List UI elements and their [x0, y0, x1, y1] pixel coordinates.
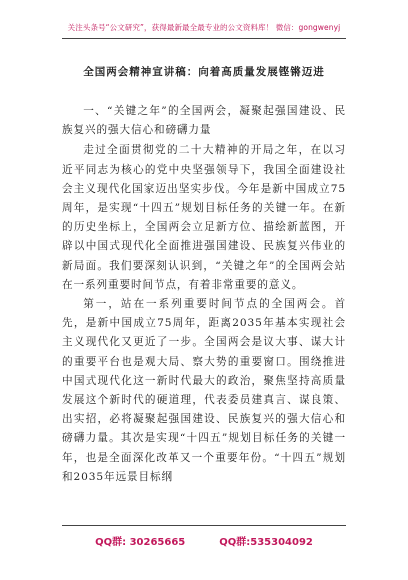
body-paragraph: 第一，站在一系列重要时间节点的全国两会。首先，是新中国成立75周年，距离2035年基本实现社会主义现代化又更近了一步。全国两会是议大事、谋大计的重要平台也是观大局、察大势的重要窗口。围绕推进中国式现代化这一新时代最大的政治，聚焦坚持高质量发展这个新时代的硬道理，代表委员建真言、谋良策、出实招，必将凝聚起强国建设、民族复兴的强大信心和磅礴力量。其次是实现“十四五”规划目标任务的关键一年，也是全面深化改革又一个重要年份。“十四五”规划和2035年远景目标纲: [62, 298, 346, 483]
footer-contact: [0, 533, 408, 548]
footer-qq-group-2: QQ群:535304092: [219, 537, 313, 548]
body-paragraph: 走过全面贯彻党的二十大精神的开局之年，在以习近平同志为核心的党中央坚强领导下，我国全面建设社会主义现代化国家迈出坚实步伐。今年是新中国成立75周年，是实现“十四五”规划目标任务的关键一年。在新的历史坐标上，全国两会立足新方位、描绘新蓝图，开辟以中国式现代化全面推进强国建设、民族复兴伟业的新局面。我们要深刻认识到，“关键之年”的全国两会站在一系列重要时间节点，有着非常重要的意义。: [62, 144, 346, 291]
footer-qq-group-1: QQ群: 30265665: [95, 537, 186, 548]
section-heading: 一、“关键之年”的全国两会，凝聚起强国建设、民族复兴的强大信心和磅礴力量: [62, 105, 346, 137]
promo-banner: 关注头条号“公文研究”，获得最新最全最专业的公文资料库！ 微信：gongwenyj: [67, 23, 341, 32]
document-body: [62, 102, 346, 487]
header-divider: [62, 38, 346, 39]
footer-divider: [62, 525, 346, 526]
document-title: 全国两会精神宣讲稿：向着高质量发展铿锵迈进: [83, 66, 325, 78]
